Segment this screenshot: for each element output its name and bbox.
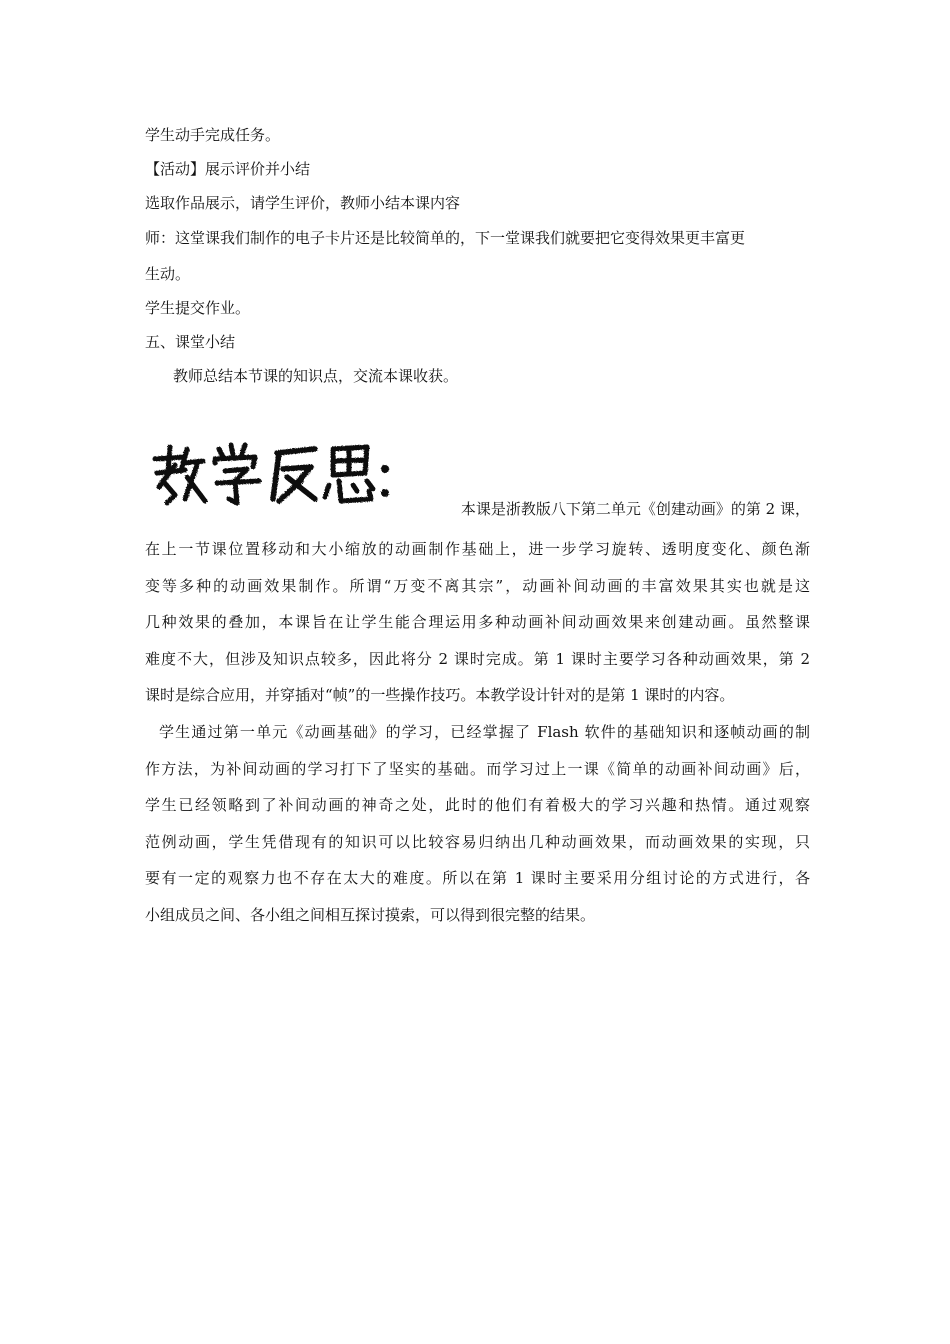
paragraph-line: 要有一定的观察力也不存在太大的难度。所以在第 1 课时主要采用分组讨论的方式进行，各 <box>145 869 810 888</box>
paragraph-line: 作方法，为补间动画的学习打下了坚实的基础。而学习过上一课《简单的动画补间动画》后， <box>145 759 810 778</box>
paragraph-line: 生动。 <box>145 265 191 283</box>
paragraph-line: 师：这堂课我们制作的电子卡片还是比较简单的，下一堂课我们就要把它变得效果更丰富更 <box>145 229 746 247</box>
section-heading: 五、课堂小结 <box>145 333 236 351</box>
paragraph-line: 课时是综合应用，并穿插对“帧”的一些操作技巧。本教学设计针对的是第 1 课时的内容。 <box>145 686 735 705</box>
paragraph-line: 学生动手完成任务。 <box>145 126 281 144</box>
paragraph-line: 学生通过第一单元《动画基础》的学习，已经掌握了 Flash 软件的基础知识和逐帧动画的制 <box>159 722 810 741</box>
lesson-summary-section <box>145 118 810 393</box>
reflection-body <box>145 531 810 934</box>
reflection-title-calligraphy <box>145 437 395 511</box>
paragraph-line: 学生提交作业。 <box>145 299 251 317</box>
paragraph-line: 小组成员之间、各小组之间相互探讨摸索，可以得到很完整的结果。 <box>145 905 596 924</box>
paragraph-line: 范例动画，学生凭借现有的知识可以比较容易归纳出几种动画效果，而动画效果的实现，只 <box>145 832 810 851</box>
paragraph-line: 几种效果的叠加，本课旨在让学生能合理运用多种动画补间动画效果来创建动画。虽然整课 <box>145 613 810 632</box>
paragraph-line: 变等多种的动画效果制作。所谓“万变不离其宗”，动画补间动画的丰富效果其实也就是这 <box>145 576 810 595</box>
paragraph-line: 选取作品展示，请学生评价，教师小结本课内容 <box>145 194 461 212</box>
paragraph-line: 教师总结本节课的知识点，交流本课收获。 <box>173 367 459 385</box>
activity-heading: 【活动】展示评价并小结 <box>145 160 311 178</box>
reflection-first-line: 本课是浙教版八下第二单元《创建动画》的第 2 课， <box>460 500 810 518</box>
paragraph-line: 难度不大，但涉及知识点较多，因此将分 2 课时完成。第 1 课时主要学习各种动画效果，第 2 <box>145 649 810 668</box>
paragraph-line: 学生已经领略到了补间动画的神奇之处，此时的他们有着极大的学习兴趣和热情。通过观察 <box>145 796 810 815</box>
paragraph-line: 在上一节课位置移动和大小缩放的动画制作基础上，进一步学习旋转、透明度变化、颜色渐 <box>145 540 810 558</box>
